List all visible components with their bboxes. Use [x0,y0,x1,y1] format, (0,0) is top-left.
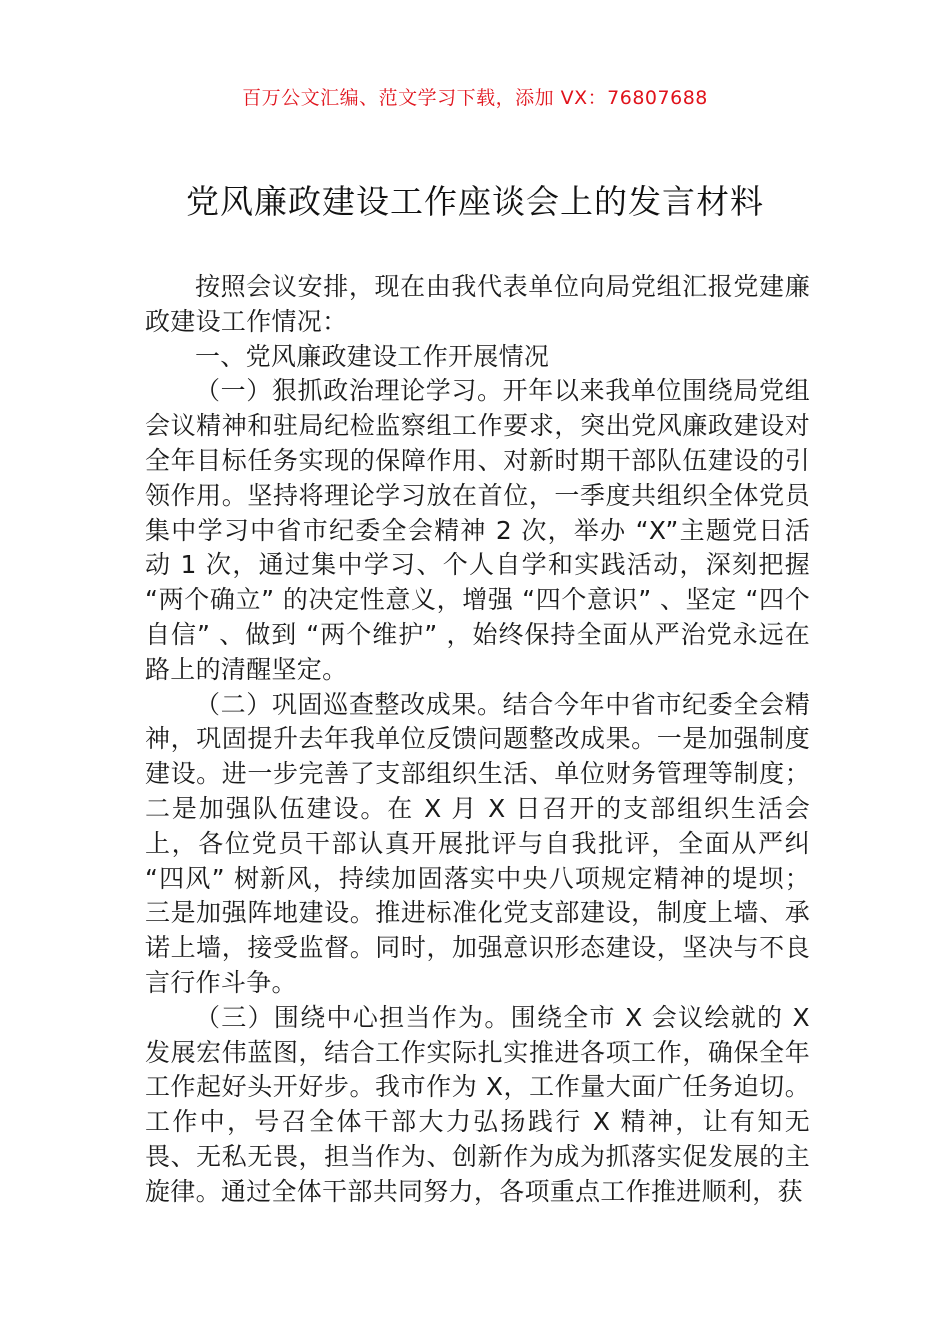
intro-paragraph: 按照会议安排，现在由我代表单位向局党组汇报党建廉政建设工作情况： [145,272,810,336]
download-banner: 百万公文汇编、范文学习下载，添加 VX：76807688 [242,87,708,109]
document-title: 党风廉政建设工作座谈会上的发言材料 [186,182,764,221]
paragraph-central-work: （三）围绕中心担当作为。围绕全市 X 会议绘就的 X 发展宏伟蓝图，结合工作实际扎实推进各项工作，确保全年工作起好头开好步。我市作为 X，工作量大面广任务迫切。工作中，号召全体干部大力弘扬践行 X 精神，让有知无畏、无私无畏，担当作为、创新作为成为抓落实促发展的主旋律。通过全体干部共同努力，各项重点工作推进顺利，获 [145,1002,810,1206]
paragraph-rectification: （二）巩固巡查整改成果。结合今年中省市纪委全会精神，巩固提升去年我单位反馈问题整改成果。一是加强制度建设。进一步完善了支部组织生活、单位财务管理等制度；二是加强队伍建设。在 X 月 X 日召开的支部组织生活会上，各位党员干部认真开展批评与自我批评，全面从严纠 “四风” 树新风，持续加固落实中央八项规定精神的堤坝；三是加强阵地建设。推进标准化党支部建设，制度上墙、承诺上墙，接受监督。同时，加强意识形态建设，坚决与不良言行作斗争。 [145,689,810,997]
paragraph-political-study: （一）狠抓政治理论学习。开年以来我单位围绕局党组会议精神和驻局纪检监察组工作要求，突出党风廉政建设对全年目标任务实现的保障作用、对新时期干部队伍建设的引领作用。坚持将理论学习放在首位，一季度共组织全体党员集中学习中省市纪委全会精神 2 次，举办 “X”主题党日活动 1 次，通过集中学习、个人自学和实践活动，深刻把握 “两个确立” 的决定性意义，增强 “四个意识” 、坚定 “四个自信” 、做到 “两个维护” ，始终保持全面从严治党永远在路上的清醒坚定。 [145,376,810,684]
document-body [145,270,810,1210]
section-heading: 一、党风廉政建设工作开展情况 [195,341,550,371]
